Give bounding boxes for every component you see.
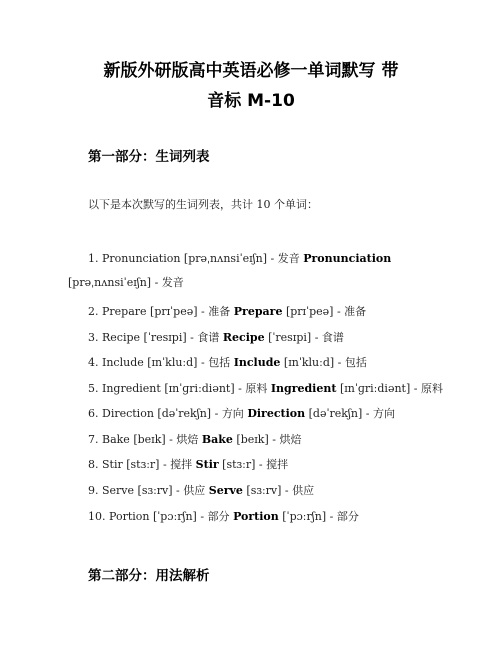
word-separator: - [200,356,205,369]
word-separator: - [365,407,370,420]
word-bold-ipa: [ɪnˈɡriːdiənt] [339,382,411,395]
word-meaning: 供应 [183,484,206,497]
word-text: Recipe [102,331,141,344]
word-meaning: 包括 [208,356,231,369]
word-bold-meaning: 供应 [292,484,315,497]
word-bold-meaning: 食谱 [321,331,344,344]
word-item-6 [88,406,395,422]
word-bold-text: Prepare [233,305,283,318]
word-item-7 [88,432,301,448]
word-ipa: [prɪˈpeə] [150,305,198,318]
word-separator: - [258,458,263,471]
word-text: Portion [109,510,150,523]
word-text: Include [102,356,144,369]
word-bold-meaning: 原料 [420,382,443,395]
word-number: 2. [88,305,99,318]
word-meaning: 食谱 [197,331,220,344]
word-separator: - [238,382,242,395]
word-bold-text: Pronunciation [303,252,392,265]
word-item-5 [88,381,443,397]
word-bold-ipa: [stɜːr] [222,458,256,471]
word-separator: - [154,276,159,289]
word-bold-ipa: [prəˌnʌnsiˈeɪʃn] [68,276,152,289]
word-separator: - [201,305,205,318]
word-bold-text: Stir [195,458,219,471]
section-heading-usage: 第二部分：用法解析 [88,568,210,584]
word-ipa: [ɪnˈkluːd] [147,356,198,369]
word-bold-text: Portion [233,510,279,523]
word-separator: - [200,510,205,523]
word-bold-meaning: 准备 [344,305,367,318]
word-separator: - [329,510,334,523]
word-bold-meaning: 发音 [161,276,184,289]
word-bold-text: Ingredient [270,382,337,395]
word-meaning: 烘焙 [176,433,199,446]
word-separator: - [272,433,276,446]
word-bold-ipa: [sɜːrv] [246,484,282,497]
word-separator: - [169,433,173,446]
word-meaning: 原料 [245,382,268,395]
word-separator: - [176,484,180,497]
word-item-10 [88,509,359,525]
word-number: 3. [88,331,99,344]
word-number: 1. [88,252,99,265]
word-item-3 [88,330,344,346]
word-number: 4. [88,356,99,369]
word-bold-ipa: [ɪnˈkluːd] [283,356,335,369]
word-bold-text: Recipe [222,331,265,344]
word-item-2 [88,304,366,320]
word-bold-ipa: [prɪˈpeə] [285,305,334,318]
word-text: Bake [102,433,130,446]
word-item-1 [88,251,391,267]
word-bold-meaning: 烘焙 [279,433,302,446]
intro-paragraph: 以下是本次默写的生词列表，共计 10 个单词： [88,198,318,211]
word-ipa: [ˈpɔːrʃn] [152,510,197,523]
word-separator: - [337,356,342,369]
word-meaning: 准备 [208,305,231,318]
word-item-1-continuation [68,275,184,291]
word-meaning: 方向 [221,407,244,420]
word-meaning: 部分 [207,510,230,523]
word-ipa: [ˈresɪpi] [143,331,187,344]
word-text: Stir [102,458,123,471]
word-separator: - [214,407,219,420]
word-bold-ipa: [dəˈrekʃn] [308,407,363,420]
word-bold-text: Include [233,356,281,369]
word-number: 6. [88,407,99,420]
word-separator: - [314,331,319,344]
word-bold-text: Bake [201,433,233,446]
word-number: 9. [88,484,99,497]
word-separator: - [270,252,275,265]
word-separator: - [162,458,167,471]
word-ipa: [dəˈrekʃn] [157,407,212,420]
word-number: 8. [88,458,99,471]
section-heading-vocabulary: 第一部分：生词列表 [88,149,210,165]
word-bold-meaning: 部分 [336,510,359,523]
word-text: Serve [102,484,135,497]
word-number: 10. [88,510,106,523]
word-bold-text: Direction [247,407,306,420]
document-title-line-1: 新版外研版高中英语必修一单词默写 带 [103,61,399,81]
word-text: Ingredient [102,382,161,395]
word-text: Direction [102,407,154,420]
word-ipa: [stɜːr] [126,458,160,471]
word-separator: - [190,331,194,344]
word-bold-ipa: [ˈresɪpi] [268,331,312,344]
word-ipa: [sɜːrv] [137,484,173,497]
document-title-line-2: 音标 M-10 [207,91,295,111]
word-bold-meaning: 搅拌 [266,458,289,471]
word-number: 5. [88,382,99,395]
word-bold-meaning: 方向 [373,407,396,420]
word-text: Prepare [102,305,147,318]
word-bold-ipa: [beɪk] [236,433,269,446]
word-ipa: [prəˌnʌnsiˈeɪʃn] [183,252,268,265]
word-item-9 [88,483,314,499]
word-text: Pronunciation [102,252,181,265]
word-meaning: 发音 [277,252,300,265]
word-separator: - [413,382,418,395]
word-bold-ipa: [ˈpɔːrʃn] [282,510,327,523]
word-item-8 [88,457,288,473]
word-ipa: [beɪk] [133,433,166,446]
word-bold-meaning: 包括 [344,356,367,369]
word-separator: - [284,484,289,497]
word-separator: - [336,305,341,318]
word-ipa: [ɪnˈɡriːdiənt] [164,382,235,395]
word-number: 7. [88,433,99,446]
word-meaning: 搅拌 [170,458,193,471]
word-bold-text: Serve [208,484,243,497]
word-item-4 [88,355,367,371]
